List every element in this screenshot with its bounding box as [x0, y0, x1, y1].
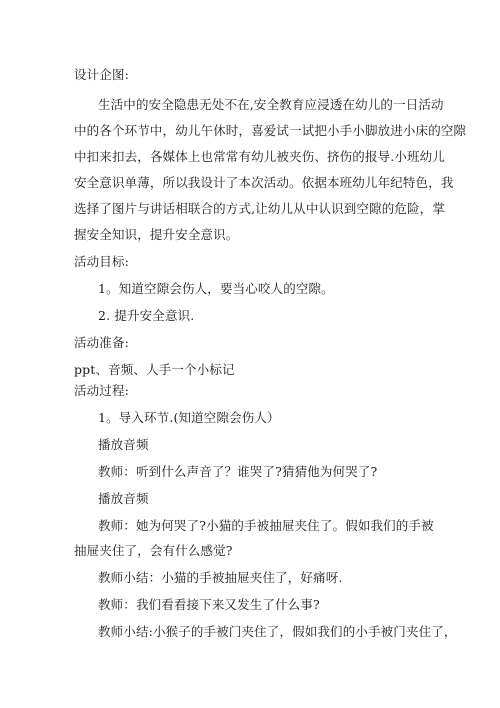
section-heading-preparation: 活动准备:	[74, 335, 129, 350]
process-line: 教师：她为何哭了?小猫的手被抽屉夹住了。假如我们的手被	[98, 518, 434, 533]
section-heading-process: 活动过程:	[74, 383, 129, 398]
goal-item: 2. 提升安全意识.	[98, 308, 195, 323]
goal-item: 1。知道空隙会伤人，要当心咬人的空隙。	[98, 281, 334, 296]
paragraph-line: 安全意识单薄，所以我设计了本次活动。依据本班幼儿年纪特色，我	[74, 175, 454, 190]
process-line: 播放音频	[98, 491, 149, 506]
process-line: 抽屉夹住了，会有什么感觉?	[74, 543, 233, 558]
paragraph-line: 中扣来扣去，各媒体上也常常有幼儿被夹伤、挤伤的报导.小班幼儿	[74, 149, 445, 164]
section-heading-goals: 活动目标:	[74, 254, 129, 269]
paragraph-line: 中的各个环节中，幼儿午休时，喜爱试一试把小手小脚放进小床的空隙	[74, 123, 467, 138]
paragraph-line: 选择了图片与讲话相联合的方式,让幼儿从中认识到空隙的危险，掌	[74, 201, 445, 216]
process-line: 教师：我们看看接下来又发生了什么事?	[98, 597, 320, 612]
paragraph-line: 生活中的安全隐患无处不在,安全教育应浸透在幼儿的一日活动	[98, 97, 444, 112]
paragraph-line: 握安全知识，提升安全意识。	[74, 227, 239, 242]
preparation-text: ppt、音频、人手一个小标记	[74, 362, 235, 377]
process-line: 播放音频	[98, 437, 149, 452]
process-line: 教师：听到什么声音了？谁哭了?猜猜他为何哭了?	[98, 464, 378, 479]
process-line: 教师小结:小猴子的手被门夹住了，假如我们的小手被门夹住了，	[98, 624, 457, 639]
section-heading-design-intent: 设计企图:	[74, 67, 129, 82]
process-line: 教师小结：小猫的手被抽屉夹住了，好痛呀.	[98, 570, 343, 585]
process-step: 1。导入环节.(知道空隙会伤人）	[98, 410, 280, 425]
